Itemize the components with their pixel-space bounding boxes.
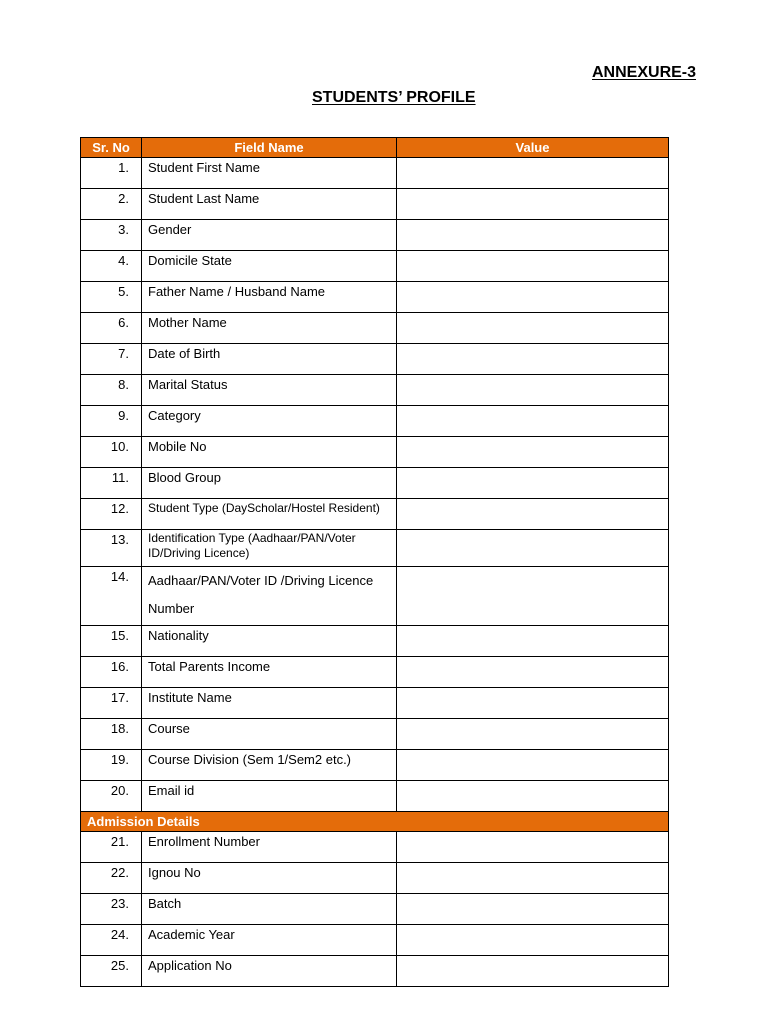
field-name: Student Type (DayScholar/Hostel Resident) bbox=[142, 499, 397, 530]
field-name: Institute Name bbox=[142, 688, 397, 719]
value-cell[interactable] bbox=[397, 158, 669, 189]
row-number: 16. bbox=[81, 657, 142, 688]
row-number: 4. bbox=[81, 251, 142, 282]
value-cell[interactable] bbox=[397, 688, 669, 719]
value-cell[interactable] bbox=[397, 567, 669, 626]
section-heading: Admission Details bbox=[81, 812, 669, 832]
value-cell[interactable] bbox=[397, 499, 669, 530]
row-number: 13. bbox=[81, 530, 142, 567]
field-name: Course bbox=[142, 719, 397, 750]
field-name: Email id bbox=[142, 781, 397, 812]
row-number: 14. bbox=[81, 567, 142, 626]
row-number: 22. bbox=[81, 863, 142, 894]
value-cell[interactable] bbox=[397, 282, 669, 313]
row-number: 8. bbox=[81, 375, 142, 406]
field-name: Aadhaar/PAN/Voter ID /Driving Licence Number bbox=[142, 567, 397, 626]
row-number: 9. bbox=[81, 406, 142, 437]
value-cell[interactable] bbox=[397, 657, 669, 688]
value-cell[interactable] bbox=[397, 832, 669, 863]
row-number: 3. bbox=[81, 220, 142, 251]
field-name: Category bbox=[142, 406, 397, 437]
field-name: Domicile State bbox=[142, 251, 397, 282]
field-name: Batch bbox=[142, 894, 397, 925]
value-cell[interactable] bbox=[397, 626, 669, 657]
value-cell[interactable] bbox=[397, 437, 669, 468]
value-cell[interactable] bbox=[397, 781, 669, 812]
header-field-name: Field Name bbox=[142, 138, 397, 158]
admission-details-section bbox=[81, 812, 669, 832]
row-number: 11. bbox=[81, 468, 142, 499]
field-name: Enrollment Number bbox=[142, 832, 397, 863]
row-number: 12. bbox=[81, 499, 142, 530]
row-number: 21. bbox=[81, 832, 142, 863]
value-cell[interactable] bbox=[397, 251, 669, 282]
field-name: Nationality bbox=[142, 626, 397, 657]
row-number: 24. bbox=[81, 925, 142, 956]
field-name: Gender bbox=[142, 220, 397, 251]
field-name: Father Name / Husband Name bbox=[142, 282, 397, 313]
student-profile-table bbox=[80, 137, 669, 987]
value-cell[interactable] bbox=[397, 530, 669, 567]
table-header-row bbox=[81, 138, 669, 158]
field-name: Marital Status bbox=[142, 375, 397, 406]
table-body bbox=[81, 158, 669, 987]
value-cell[interactable] bbox=[397, 719, 669, 750]
annexure-label: ANNEXURE-3 bbox=[592, 64, 697, 81]
row-number: 2. bbox=[81, 189, 142, 220]
value-cell[interactable] bbox=[397, 189, 669, 220]
header-sr-no: Sr. No bbox=[81, 138, 142, 158]
value-cell[interactable] bbox=[397, 375, 669, 406]
row-number: 10. bbox=[81, 437, 142, 468]
page-title: STUDENTS’ PROFILE bbox=[312, 89, 476, 106]
value-cell[interactable] bbox=[397, 956, 669, 987]
row-number: 5. bbox=[81, 282, 142, 313]
row-number: 17. bbox=[81, 688, 142, 719]
field-name: Blood Group bbox=[142, 468, 397, 499]
header-value: Value bbox=[397, 138, 669, 158]
field-name: Ignou No bbox=[142, 863, 397, 894]
field-name: Course Division (Sem 1/Sem2 etc.) bbox=[142, 750, 397, 781]
field-name: Mobile No bbox=[142, 437, 397, 468]
field-name: Date of Birth bbox=[142, 344, 397, 375]
field-name: Identification Type (Aadhaar/PAN/Voter ID/Driving Licence) bbox=[142, 530, 397, 567]
value-cell[interactable] bbox=[397, 750, 669, 781]
row-number: 15. bbox=[81, 626, 142, 657]
field-name: Student First Name bbox=[142, 158, 397, 189]
value-cell[interactable] bbox=[397, 220, 669, 251]
row-number: 23. bbox=[81, 894, 142, 925]
field-name: Mother Name bbox=[142, 313, 397, 344]
field-name: Academic Year bbox=[142, 925, 397, 956]
field-name: Student Last Name bbox=[142, 189, 397, 220]
row-number: 6. bbox=[81, 313, 142, 344]
row-number: 20. bbox=[81, 781, 142, 812]
value-cell[interactable] bbox=[397, 468, 669, 499]
value-cell[interactable] bbox=[397, 863, 669, 894]
row-number: 25. bbox=[81, 956, 142, 987]
value-cell[interactable] bbox=[397, 925, 669, 956]
field-name: Total Parents Income bbox=[142, 657, 397, 688]
value-cell[interactable] bbox=[397, 406, 669, 437]
value-cell[interactable] bbox=[397, 313, 669, 344]
row-number: 7. bbox=[81, 344, 142, 375]
row-number: 19. bbox=[81, 750, 142, 781]
value-cell[interactable] bbox=[397, 894, 669, 925]
row-number: 18. bbox=[81, 719, 142, 750]
value-cell[interactable] bbox=[397, 344, 669, 375]
row-number: 1. bbox=[81, 158, 142, 189]
field-name: Application No bbox=[142, 956, 397, 987]
